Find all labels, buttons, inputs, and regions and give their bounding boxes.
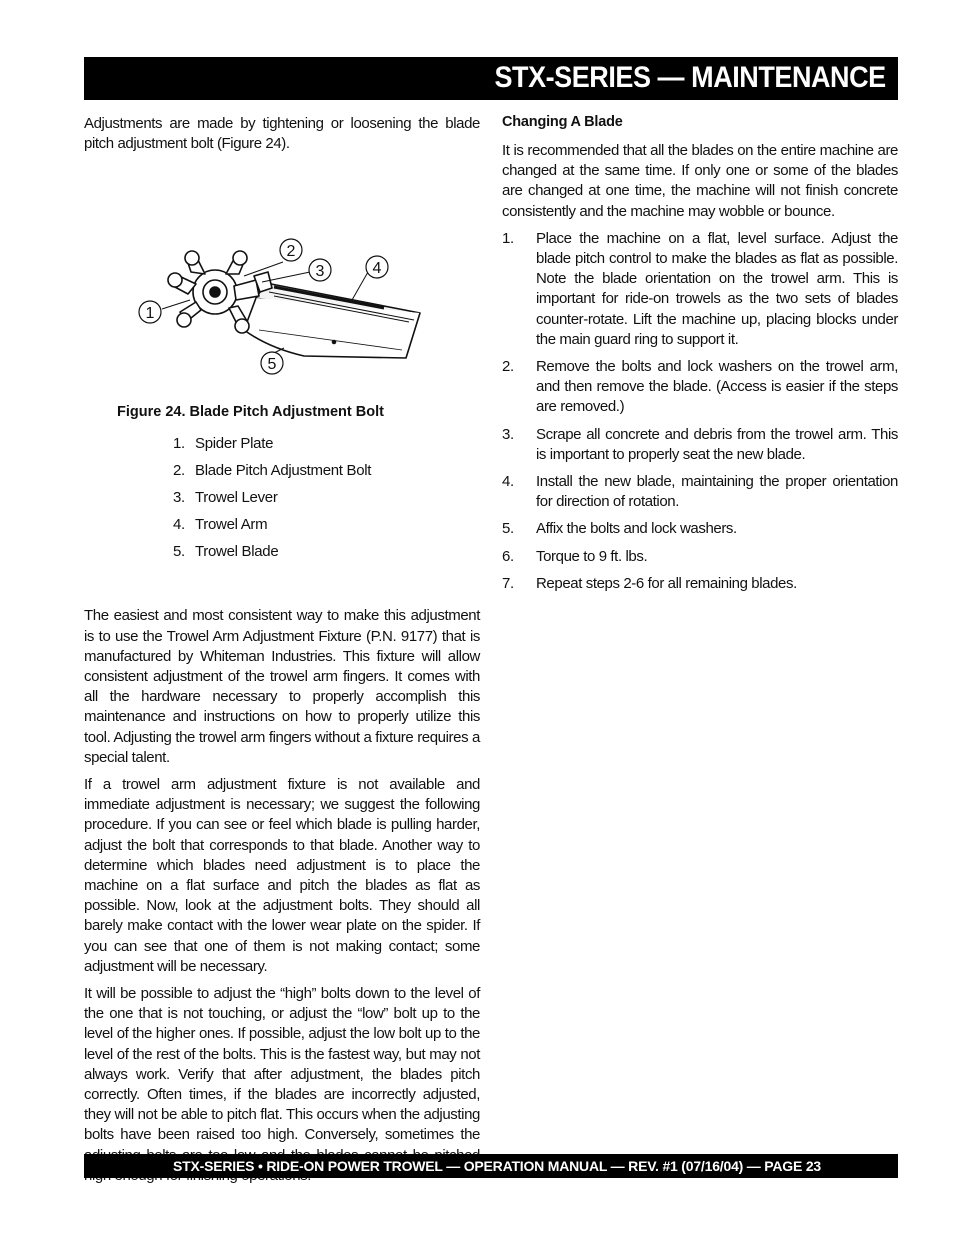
list-item: 4. Install the new blade, maintaining the proper orientation for direction of rotation. bbox=[502, 473, 898, 511]
section-heading: Changing A Blade bbox=[502, 114, 623, 130]
procedure-paragraph: If a trowel arm adjustment fixture is not available and immediate adjustment is necessary; we suggest the following procedure. If you can see or feel which blade is pulling harder, adjust the bolt that corresponds to that blade. Another way to determine which blades need adjustment is to place the machine on a flat surface and pitch the blades as flat as possible. Now, look at the adjustment bolts. They should all barely make contact with the lower wear plate on the spider. If you can see that one of them is not making contact; some adjustment will be necessary. bbox=[84, 776, 480, 975]
list-item: 2. Remove the bolts and lock washers on the trowel arm, and then remove the blade. (Access is easier if the steps are removed.) bbox=[502, 358, 898, 416]
footer-bar bbox=[84, 1154, 898, 1178]
list-item: 7. Repeat steps 2-6 for all remaining blades. bbox=[502, 574, 797, 592]
list-item: 6. Torque to 9 ft. lbs. bbox=[502, 547, 648, 565]
footer-text: STX-SERIES • RIDE-ON POWER TROWEL — OPERATION MANUAL — REV. #1 (07/16/04) — PAGE 23 bbox=[173, 1158, 821, 1174]
callout-4: 4 bbox=[372, 260, 382, 278]
callout-5: 5 bbox=[267, 356, 277, 374]
callout-2: 2 bbox=[286, 243, 296, 261]
list-item: 1. Spider Plate bbox=[173, 435, 274, 453]
intro-paragraph: Adjustments are made by tightening or loosening the blade pitch adjustment bolt (Figure 24). bbox=[84, 115, 480, 153]
page-title: STX-SERIES — MAINTENANCE bbox=[494, 61, 886, 94]
left-column bbox=[84, 114, 480, 1193]
figure-caption: Figure 24. Blade Pitch Adjustment Bolt bbox=[117, 404, 384, 421]
fixture-paragraph: The easiest and most consistent way to make this adjustment is to use the Trowel Arm Adjustment Fixture (P.N. 9177) that is manufactured by Whiteman Industries. This fixture will allow consistent adjustment of the trowel arm fingers. It comes with all the hardware necessary to properly accomplish this maintenance and instructions on how to properly utilize this tool. Adjusting the trowel arm fingers without a fixture requires a special talent. bbox=[84, 607, 480, 766]
adjust-bolts-paragraph: It will be possible to adjust the “high” bolts down to the level of the one that is not touching, or adjust the “low” bolt up to the level of the higher ones. If possible, adjust the low bolt up to the level of the rest of the bolts. This is the fastest way, but may not always work. Verify that after adjustment, the blades pitch correctly. Often times, if the blades are incorrectly adjusted, they will not be able to pitch flat. This occurs when the adjusting bolts have been raised too high. Conversely, sometimes the bbox=[84, 985, 480, 1144]
header-bar bbox=[84, 57, 898, 100]
callout-1: 1 bbox=[145, 305, 155, 323]
list-item: 2. Blade Pitch Adjustment Bolt bbox=[173, 462, 372, 480]
list-item: 3. Trowel Lever bbox=[173, 489, 278, 507]
figure-24 bbox=[84, 180, 480, 400]
blade-pitch-illustration bbox=[84, 180, 480, 400]
list-item: 1. Place the machine on a flat, level surface. Adjust the blade pitch control to make the blades as flat as possible. Note the blade orientation on the trowel arm. This is important for ride-on trowels as the two sets of blades counter-rotate. Lift the machine up, placing blocks under the main guard ring to support it. bbox=[502, 229, 898, 348]
list-item: 3. Scrape all concrete and debris from the trowel arm. This is important to properly seat the new blade. bbox=[502, 425, 898, 463]
list-item: 5. Affix the bolts and lock washers. bbox=[502, 520, 737, 538]
list-item: 4. Trowel Arm bbox=[173, 516, 268, 534]
right-column bbox=[502, 114, 898, 601]
changing-blade-intro: It is recommended that all the blades on the entire machine are changed at the same time. If only one or some of the blades are changed at one time, the machine will not finish concrete consistently and the machine may wobble or bounce. bbox=[502, 142, 898, 220]
callout-3: 3 bbox=[315, 263, 325, 281]
parts-list bbox=[173, 434, 480, 562]
list-item: 5. Trowel Blade bbox=[173, 543, 279, 561]
steps-list bbox=[502, 229, 898, 594]
